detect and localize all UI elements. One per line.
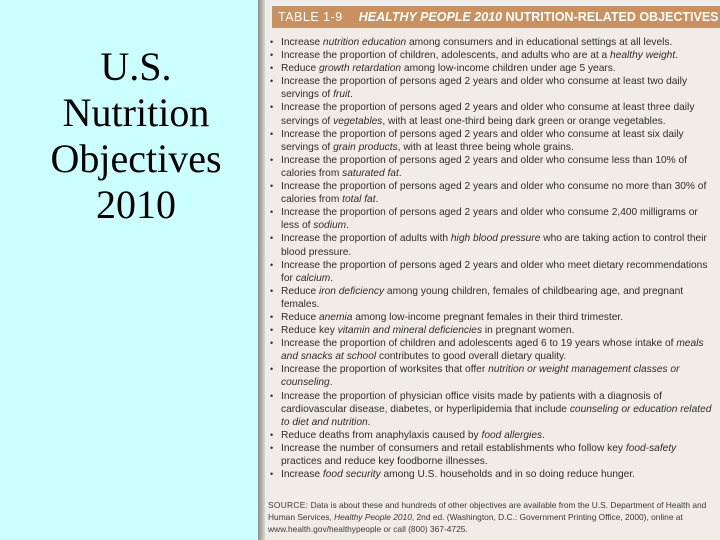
bullet-icon: • [270,128,274,139]
objective-item [270,154,716,180]
objective-item [270,324,716,337]
objective-item [270,311,716,324]
bullet-icon: • [270,442,274,453]
objective-text: Increase the proportion of persons aged 2 years and older who consume at least two daily servings of [281,76,688,101]
objective-item [270,180,716,206]
objective-keyword: calcium [295,272,331,284]
bullet-icon: • [270,76,274,87]
objective-text: Reduce [281,63,319,75]
objective-text: Increase the proportion of children, adolescents, and adults who are at a [281,50,611,62]
bullet-icon: • [270,181,274,192]
bullet-icon: • [270,154,274,165]
objective-item [270,442,716,468]
objective-text: Reduce [281,285,319,297]
slide-title-line: Objectives [50,136,222,181]
objective-text-end: . [675,50,679,62]
bullet-icon: • [270,233,274,244]
objective-text-end: contributes to good overall dietary quality. [376,351,567,363]
objective-text: Increase the proportion of adults with [281,233,451,245]
bullet-icon: • [270,325,274,336]
objective-text-end: among young children, females of childbearing age, and pregnant females. [281,285,684,310]
objective-text-end: . [330,272,334,284]
objective-item [270,337,716,363]
objective-keyword: vitamin and mineral deficiencies [337,325,483,337]
bullet-icon: • [270,285,274,296]
objective-item [270,36,716,49]
objective-item [270,206,716,232]
objective-text: Increase the proportion of persons aged 2 years and older who consume at least three daily servings of [281,102,695,127]
source-text-end: , 2nd ed. (Washington, D.C.: Government Printing Office, 2000), online at www.health.gov/healthypeople or call (800) 367-4725. [268,512,683,534]
objective-text: Increase [281,37,323,48]
objective-item [270,101,716,127]
bullet-icon: • [270,37,274,47]
objective-text: Increase the proportion of children and adolescents aged 6 to 19 years whose intake of [281,338,677,350]
objective-text-end: . [367,416,371,428]
objectives-list [270,36,716,481]
objective-text-end: among U.S. households and in so doing reduce hunger. [380,469,635,481]
bullet-icon: • [270,429,274,440]
slide-title-line: 2010 [96,182,176,227]
objective-item [270,390,716,429]
objective-keyword: fruit [333,89,351,101]
objective-keyword: sodium [313,220,347,232]
objective-text: Increase the proportion of persons aged 2 years and older who consume at least six daily servings of [281,128,684,153]
bullet-icon: • [270,50,274,61]
objective-keyword: growth retardation [318,63,402,75]
objective-keyword: counseling or education related to diet and nutrition [281,403,712,428]
objective-keyword: high blood pressure [450,233,541,245]
slide-title-line: U.S. [100,44,172,89]
objective-item [270,468,716,481]
source-text: Data is about these and hundreds of other objectives are available from the U.S. Department of Health and Human Services, [268,500,707,522]
bullet-icon: • [270,259,274,270]
objective-keyword: healthy weight [610,50,676,62]
objective-keyword: anemia [318,311,353,323]
objective-item [270,285,716,311]
objective-item [270,232,716,258]
objective-keyword: total fat [342,194,376,206]
objective-keyword: iron deficiency [318,285,385,297]
objective-text-end: among low-income children under age 5 years. [401,63,616,75]
bullet-icon: • [270,102,274,113]
objective-text-end: . [398,167,402,179]
objective-keyword: grain products [333,141,398,153]
objective-text: Increase the proportion of persons aged 2 years and older who meet dietary recommendations for [281,259,708,284]
slide-title-line: Nutrition [62,90,210,135]
objective-text: Increase the proportion of persons aged 2 years and older who consume less than 10% of calories from [281,154,688,179]
objective-keyword: food-safety [625,442,677,454]
objective-text-end: . [346,220,349,232]
slide-title [20,44,252,228]
source-label: SOURCE: [268,500,309,510]
objective-text: Reduce key [281,325,338,337]
objective-text-end: among consumers and in educational settings at all levels. [406,37,673,48]
objective-keyword: food allergies [481,429,543,441]
objective-text: Increase the proportion of persons aged 2 years and older who consume 2,400 milligrams or less of [281,207,698,232]
table-label: TABLE 1-9 [278,10,343,24]
bullet-icon: • [270,338,274,349]
objective-item [270,62,716,75]
objective-keyword: vegetables [333,115,383,127]
objective-text-end: . [329,377,333,389]
objective-text: Increase the number of consumers and retail establishments who follow key [281,442,626,454]
table-caption-italic: HEALTHY PEOPLE 2010 [358,10,503,24]
objective-text: Increase the proportion of physician office visits made by patients with a diagnosis of cardiovascular disease, diabetes, or hyperlipidemia that include [281,390,662,415]
objective-text: Increase the proportion of worksites that offer [281,364,489,376]
bullet-icon: • [270,390,274,401]
bullet-icon: • [270,469,274,480]
source-title: Healthy People 2010 [334,512,412,522]
objective-text-end: , with at least three being whole grains. [397,141,574,153]
bullet-icon: • [270,207,274,218]
objective-item [270,363,716,389]
objective-text: Increase [281,469,323,481]
objective-item [270,49,716,62]
objective-keyword: nutrition education [322,37,407,48]
objective-text: Increase the proportion of persons aged 2 years and older who consume no more than 30% of calories from [281,181,707,206]
table-caption-rest: NUTRITION-RELATED OBJECTIVES [502,10,719,24]
objective-keyword: food security [322,469,381,481]
objective-keyword: nutrition or weight management classes or counseling [281,364,680,389]
objective-item [270,259,716,285]
objective-text-end: who are taking action to control their blood pressure. [281,233,707,258]
objective-text-end: , with at least one-third being dark green or orange vegetables. [382,115,666,127]
table-caption [359,6,719,28]
objective-text: Reduce [281,311,319,323]
scanned-table-image [258,0,720,540]
bullet-icon: • [270,63,274,74]
objective-text-end: among low-income pregnant females in their third trimester. [352,311,624,323]
objective-item [270,75,716,101]
objective-keyword: meals and snacks at school [281,338,704,363]
objective-text-end: in pregnant women. [482,325,575,337]
objective-item [270,128,716,154]
table-header [272,6,720,28]
objective-text-end: . [542,429,545,441]
objective-keyword: saturated fat [342,167,399,179]
bullet-icon: • [270,364,274,375]
objective-text-end: . [375,194,379,206]
objective-text-end: practices and reduce key foodborne illnesses. [281,456,488,467]
objective-text: Reduce deaths from anaphylaxis caused by [281,429,482,441]
bullet-icon: • [270,311,274,322]
table-source-note [268,499,714,535]
objective-text-end: . [350,89,353,101]
objective-item [270,429,716,442]
